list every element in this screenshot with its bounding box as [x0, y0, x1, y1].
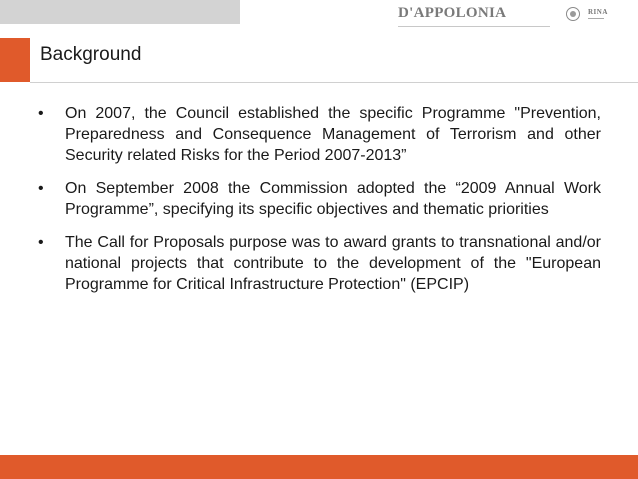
dappolonia-logo: D'APPOLONIA — [398, 5, 507, 21]
title-divider — [30, 82, 638, 83]
bullet-marker: • — [38, 105, 44, 122]
header-logos — [398, 4, 630, 30]
bullet-item — [38, 103, 601, 166]
bullet-text: On 2007, the Council established the specific Programme "Prevention, Preparedness and Consequence Management of Terrorism and other Security related Risks for the Period 2007-2013” — [65, 105, 601, 164]
logo-underline — [398, 26, 550, 27]
rina-logo: RINA — [588, 8, 608, 16]
bullet-item — [38, 178, 601, 220]
top-gray-bar — [0, 0, 240, 24]
bullet-item — [38, 232, 601, 295]
bullet-list — [38, 103, 601, 307]
title-accent-block — [0, 38, 30, 82]
bottom-accent-bar — [0, 455, 638, 479]
bullet-text: The Call for Proposals purpose was to award grants to transnational and/or national projects that contribute to the development of the "European Programme for Critical Infrastructure Protection" (EPCIP) — [65, 234, 601, 293]
slide-title: Background — [40, 44, 142, 65]
seal-icon — [566, 7, 580, 21]
bullet-marker: • — [38, 180, 44, 197]
bullet-text: On September 2008 the Commission adopted the “2009 Annual Work Programme”, specifying its specific objectives and thematic priorities — [65, 180, 601, 218]
bullet-marker: • — [38, 234, 44, 251]
rina-underline — [588, 18, 604, 19]
